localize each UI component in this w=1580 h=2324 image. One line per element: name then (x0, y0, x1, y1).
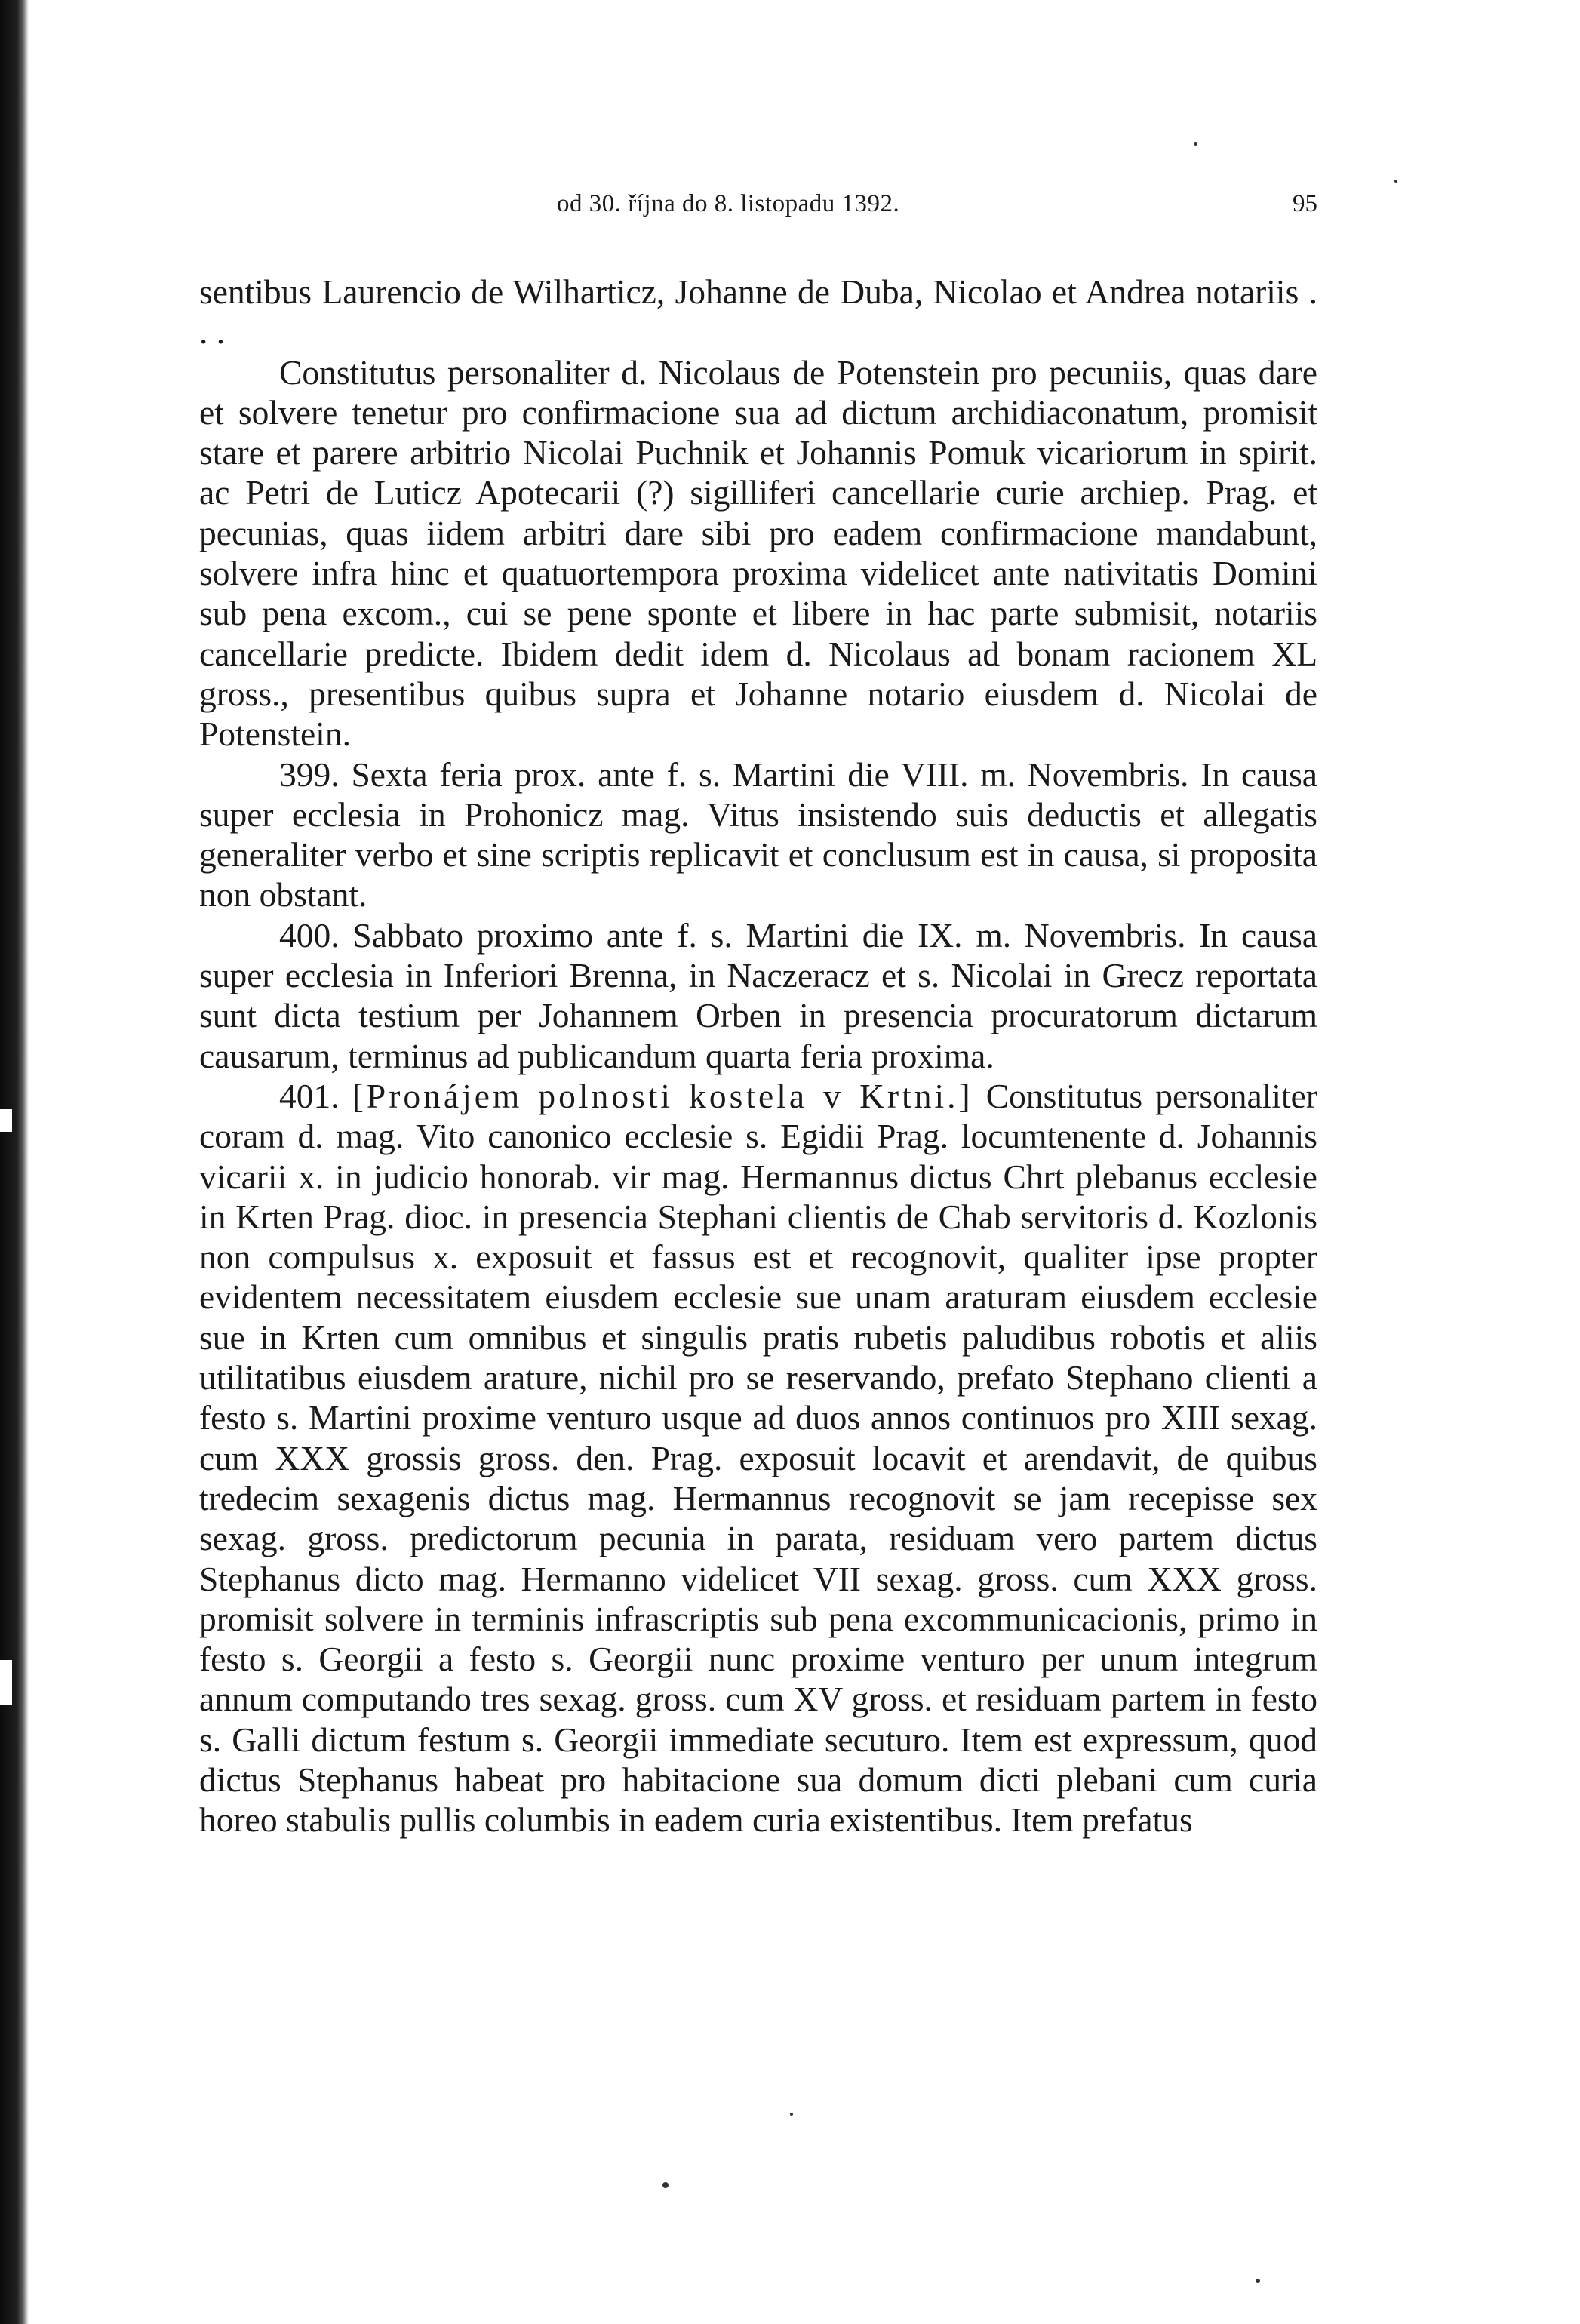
entry-401 (199, 1076, 1317, 1840)
running-title: od 30. října do 8. listopadu 1392. (557, 190, 900, 217)
paragraph-continuation: sentibus Laurencio de Wilharticz, Johanne de Duba, Nicolao et Andrea notariis . . . (199, 272, 1317, 352)
entry-399: 399. Sexta feria prox. ante f. s. Martini die VIII. m. Novembris. In causa super ecclesia in Prohonicz mag. Vitus insistendo suis deductis et allegatis generaliter verbo et sine scriptis replicavit et conclusum est in causa, si proposita non obstant. (199, 755, 1317, 915)
binding-gap (0, 1109, 12, 1132)
entry-heading: [Pronájem polnosti kostela v Krtni.] (352, 1076, 973, 1115)
scan-speck (1256, 2279, 1260, 2283)
scan-speck (790, 2113, 793, 2116)
entry-text: Constitutus personaliter coram d. mag. Vito canonico ecclesie s. Egidii Prag. locumtenente d. Johannis vicarii x. in judicio honorab. vir mag. Hermannus dictus Chrt plebanus ecclesie in Krten Prag. dioc. in presencia Stephani clientis de Chab servitoris d. Kozlonis non compulsus x. exposuit et fassus est et recognovit, qualiter ipse propter evidentem necessitatem eiusdem ecclesie sue unam araturam eiusdem ecclesie sue in Krten cum omnibus et singulis pratis rubetis paludibus robotis et aliis utilitatibus eiusdem arature, nichil pro se reservando, prefato Stephano clienti a festo s. Martini proxime venturo usque ad duos annos continuos pro XIII sexag. cum XXX grossis gross. den. Prag. exposuit locavit et arendavit, de quibus tredecim sexagenis dictus mag. Hermannus recognovit se jam recepisse sex sexag. gross. predictorum pecunia in parata, residuam vero partem dictus Stephanus dicto mag. Hermanno videlicet VII sexag. gross. cum XXX gross. promisit solvere in terminis infrascriptis sub pena excommunicacionis, primo in festo s. Georgii a festo s. Georgii nunc proxime venturo per unum integrum annum computando tres sexag. gross. cum XV gross. et residuam partem in festo s. Galli dictum festum s. Georgii immediate secuturo. Item est expressum, quod dictus Stephanus habeat pro habitacione sua domum dicti plebani cum curia horeo stabulis pullis columbis in eadem curia existentibus. Item prefatus (199, 1076, 1318, 1840)
page-header (199, 190, 1317, 228)
scan-speck (1394, 180, 1397, 183)
body-text (199, 272, 1317, 1840)
entry-400: 400. Sabbato proximo ante f. s. Martini die IX. m. Novembris. In causa super ecclesia in Inferiori Brenna, in Naczeracz et s. Nicolai in Grecz reportata sunt dicta testium per Johannem Orben in presencia procuratorum dictarum causarum, terminus ad publicandum quarta feria proxima. (199, 915, 1317, 1075)
page-number: 95 (1293, 190, 1317, 217)
scan-speck (1194, 142, 1197, 146)
paragraph: Constitutus personaliter d. Nicolaus de Potenstein pro pecuniis, quas dare et solvere tenetur pro confirmacione sua ad dictum archidiaconatum, promisit stare et parere arbitrio Nicolai Puchnik et Johannis Pomuk vicariorum in spirit. ac Petri de Luticz Apotecarii (?) sigilliferi cancellarie curie archiep. Prag. et pecunias, quas iidem arbitri dare sibi pro eadem confirmacione mandabunt, solvere infra hinc et quatuortempora proxima videlicet ante nativitatis Domini sub pena excom., cui se pene sponte et libere in hac parte submisit, notariis cancellarie predicte. Ibidem dedit idem d. Nicolaus ad bonam racionem XL gross., presentibus quibus supra et Johanne notario eiusdem d. Nicolai de Potenstein. (199, 352, 1317, 754)
binding-gap (0, 1660, 12, 1705)
scan-binding-edge (0, 0, 29, 2324)
entry-number: 401. (279, 1076, 340, 1115)
scan-speck (662, 2182, 669, 2188)
